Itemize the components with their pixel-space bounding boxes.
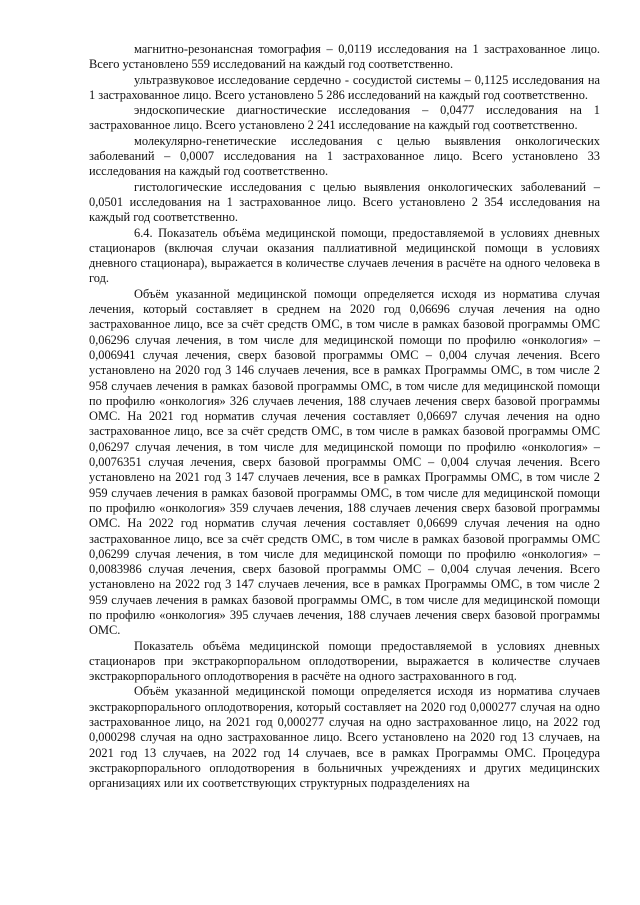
paragraph-histology: гистологические исследования с целью выявления онкологических заболеваний – 0,0501 исследования на 1 застрахованное лицо. Всего установлено 2 354 исследования на каждый год соответственно.	[89, 179, 600, 225]
paragraph-endoscopy: эндоскопические диагностические исследования – 0,0477 исследования на 1 застрахованное лицо. Всего установлено 2 241 исследование на каждый год соответственно.	[89, 103, 600, 133]
paragraph-molecular-genetic: молекулярно-генетические исследования с целью выявления онкологических заболеваний – 0,0007 исследования на 1 застрахованное лицо. Всего установлено 33 исследования на каждый год соответственно.	[89, 133, 600, 179]
paragraph-day-hospital-volume: Объём указанной медицинской помощи определяется исходя из норматива случая лечения, который составляет в среднем на 2020 год 0,06696 случая лечения на одно застрахованное лицо, все за счёт средств ОМС, в том числе в рамках базовой программы ОМС 0,06296 случая лечения, в том числе для медицинской помощи по профилю «онкология» – 0,006941 случая лечения, сверх базовой программы ОМС – 0,004 случая лечения. Всего установлено на 2020 год 3 146 случаев лечения, все в рамках Программы ОМС, в том числе 2 958 случаев лечения в рамках базовой программы ОМС, в том числе для медицинской помощи по профилю «онкология» 326 случаев лечения, 188 случаев лечения сверх базовой программы ОМС. На 2021 год норматив случая лечения составляет 0,06697 случая лечения на одно застрахованное лицо, все за счёт средств ОМС, в том числе в рамках базовой программы ОМС 0,06297 случая лечения, в том числе для медицинской помощи по профилю «онкология» – 0,0076351 случая лечения, сверх базовой программы ОМС – 0,004 случая лечения. Всего установлено на 2021 год 3 147 случаев лечения, все в рамках Программы ОМС, в том числе 2 959 случаев лечения в рамках базовой программы ОМС, в том числе для медицинской помощи по профилю «онкология» 359 случаев лечения, 188 случаев лечения сверх базовой программы ОМС. На 2022 год норматив случая лечения составляет 0,06699 случая лечения на одно застрахованное лицо, все за счёт средств ОМС, в том числе в рамках базовой программы ОМС 0,06299 случая лечения, в том числе для медицинской помощи по профилю «онкология» – 0,0083986 случая лечения, сверх базовой программы ОМС – 0,004 случая лечения. Всего установлено на 2022 год 3 147 случаев лечения, все в рамках Программы ОМС, в том числе 2 959 случаев лечения в рамках базовой программы ОМС, в том числе для медицинской помощи по профилю «онкология» 395 случаев лечения, 188 случаев лечения сверх базовой программы ОМС.	[89, 286, 600, 638]
paragraph-mri: магнитно-резонансная томография – 0,0119 исследования на 1 застрахованное лицо. Всего установлено 559 исследований на каждый год соответственно.	[89, 42, 600, 72]
paragraph-ivf-volume: Объём указанной медицинской помощи определяется исходя из норматива случаев экстракорпорального оплодотворения, который составляет на 2020 год 0,000277 случая на одно застрахованное лицо, на 2021 год 0,000277 случая на одно застрахованное лицо, на 2022 год 0,000298 случая на одно застрахованное лицо. Всего установлено на 2020 год 13 случаев, на 2021 год 13 случаев, на 2022 год 14 случаев, все в рамках Программы ОМС. Процедура экстракорпорального оплодотворения в больничных учреждениях и других медицинских организациях или их соответствующих структурных подразделениях на	[89, 684, 600, 791]
paragraph-ivf-indicator: Показатель объёма медицинской помощи предоставляемой в условиях дневных стационаров при экстракорпоральном оплодотворении, выражается в количестве случаев экстракорпорального оплодотворения в расчёте на одного застрахованного в год.	[89, 638, 600, 684]
paragraph-section-6-4: 6.4. Показатель объёма медицинской помощи, предоставляемой в условиях дневных стационаров (включая случаи оказания паллиативной медицинской помощи в условиях дневного стационара), выражается в количестве случаев лечения в расчёте на одного человека в год.	[89, 225, 600, 286]
paragraph-ultrasound: ультразвуковое исследование сердечно - сосудистой системы – 0,1125 исследования на 1 застрахованное лицо. Всего установлено 5 286 исследований на каждый год соответственно.	[89, 72, 600, 102]
